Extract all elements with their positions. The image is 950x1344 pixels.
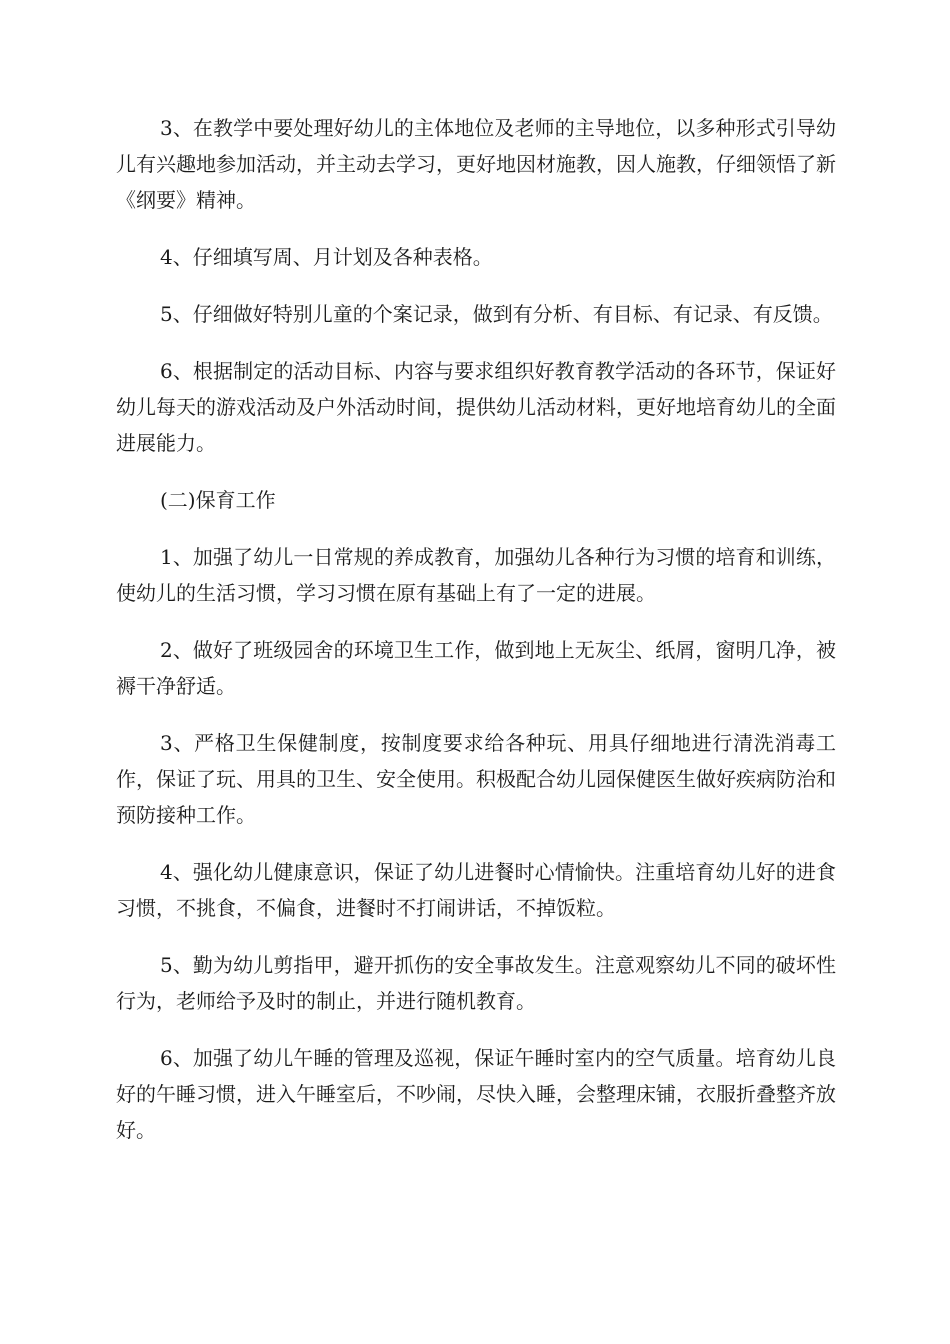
paragraph-care-1: 1、加强了幼儿一日常规的养成教育，加强幼儿各种行为习惯的培育和训练，使幼儿的生活习惯，学习习惯在原有基础上有了一定的进展。 [116, 545, 836, 605]
paragraph-teaching-5: 5、仔细做好特别儿童的个案记录，做到有分析、有目标、有记录、有反馈。 [160, 302, 833, 326]
paragraph-teaching-3: 3、在教学中要处理好幼儿的主体地位及老师的主导地位，以多种形式引导幼儿有兴趣地参加活动，并主动去学习，更好地因材施教，因人施教，仔细领悟了新《纲要》精神。 [116, 116, 836, 212]
paragraph-care-2: 2、做好了班级园舍的环境卫生工作，做到地上无灰尘、纸屑，窗明几净，被褥干净舒适。 [116, 638, 836, 698]
paragraph-care-4: 4、强化幼儿健康意识，保证了幼儿进餐时心情愉快。注重培育幼儿好的进食习惯，不挑食，不偏食，进餐时不打闹讲话，不掉饭粒。 [116, 860, 836, 920]
paragraph-teaching-4: 4、仔细填写周、月计划及各种表格。 [160, 245, 493, 269]
paragraph-care-5: 5、勤为幼儿剪指甲，避开抓伤的安全事故发生。注意观察幼儿不同的破坏性行为，老师给予及时的制止，并进行随机教育。 [116, 953, 836, 1013]
paragraph-teaching-6: 6、根据制定的活动目标、内容与要求组织好教育教学活动的各环节，保证好幼儿每天的游戏活动及户外活动时间，提供幼儿活动材料，更好地培育幼儿的全面进展能力。 [116, 359, 836, 455]
section-heading-care-work: (二)保育工作 [160, 488, 276, 512]
document-body [116, 110, 836, 1169]
paragraph-care-6: 6、加强了幼儿午睡的管理及巡视，保证午睡时室内的空气质量。培育幼儿良好的午睡习惯，进入午睡室后，不吵闹，尽快入睡，会整理床铺，衣服折叠整齐放好。 [116, 1046, 836, 1142]
paragraph-care-3: 3、严格卫生保健制度，按制度要求给各种玩、用具仔细地进行清洗消毒工作，保证了玩、用具的卫生、安全使用。积极配合幼儿园保健医生做好疾病防治和预防接种工作。 [116, 731, 836, 827]
